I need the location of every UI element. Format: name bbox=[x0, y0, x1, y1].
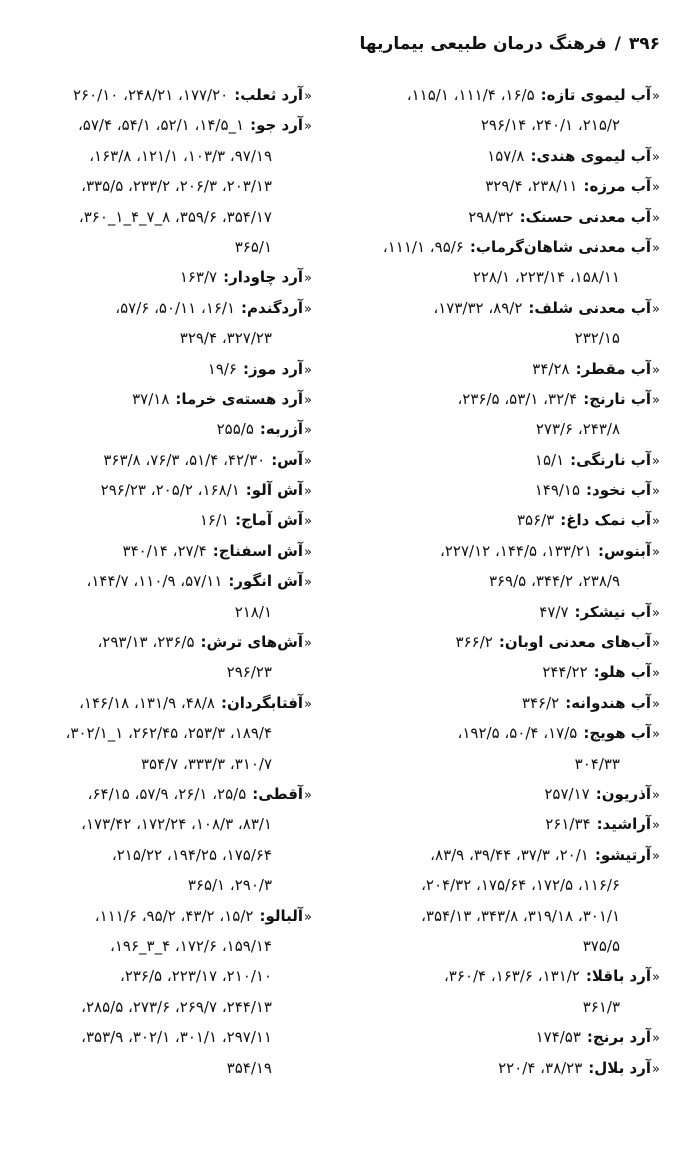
index-term: آقطی: bbox=[252, 784, 304, 803]
index-entry-continuation bbox=[12, 931, 312, 961]
index-page-references: ۴۷/۷ bbox=[539, 602, 569, 621]
index-entry bbox=[12, 566, 312, 596]
index-entry-marker: « bbox=[304, 271, 312, 287]
index-entry bbox=[12, 688, 312, 718]
index-page-references: ۳۲/۴، ۵۳/۱، ۲۳۶/۵، bbox=[457, 389, 578, 408]
index-page-references: ۲۳۶/۵، ۲۹۳/۱۳، bbox=[97, 633, 195, 652]
index-column-right bbox=[360, 80, 660, 1083]
index-term: آب مرزه: bbox=[583, 177, 652, 196]
index-term: آرد موز: bbox=[243, 359, 304, 378]
index-page-references: ۳۶۵/۱ bbox=[234, 237, 272, 256]
index-page-references: ۸۹/۲، ۱۷۳/۳۲، bbox=[433, 298, 523, 317]
index-entry-marker: « bbox=[652, 453, 660, 469]
index-page-references: ۲۹۷/۱۱، ۳۰۱/۱، ۳۰۲/۱، ۳۵۳/۹، bbox=[81, 1028, 272, 1047]
index-term: آزربه: bbox=[259, 420, 304, 439]
index-entry bbox=[12, 354, 312, 384]
page-header bbox=[40, 34, 660, 62]
index-term: آب‌های معدنی اوبان: bbox=[498, 633, 652, 652]
index-entry bbox=[360, 718, 660, 748]
index-entry-marker: « bbox=[304, 636, 312, 652]
index-page-references: ۱_۱۴/۵، ۵۲/۱، ۵۴/۱، ۵۷/۴، bbox=[77, 116, 245, 135]
index-entry-continuation bbox=[12, 809, 312, 839]
index-term: آب نارنگی: bbox=[570, 450, 652, 469]
index-page-references: ۲۹۰/۳، ۳۶۵/۱ bbox=[187, 876, 272, 895]
index-page-references: ۲۶۱/۳۴ bbox=[545, 815, 591, 834]
index-term: آردگندم: bbox=[241, 298, 304, 317]
index-term: آرد بلال: bbox=[588, 1058, 652, 1077]
index-column-left bbox=[12, 80, 312, 1083]
index-term: آبنوس: bbox=[598, 541, 652, 560]
index-entry-marker: « bbox=[652, 818, 660, 834]
index-page-references: ۳۸/۲۳، ۲۲۰/۴ bbox=[498, 1058, 583, 1077]
index-entry bbox=[360, 384, 660, 414]
index-entry-marker: « bbox=[304, 301, 312, 317]
index-page-references: ۴۲/۳۰، ۵۱/۴، ۷۶/۳، ۳۶۳/۸ bbox=[103, 450, 266, 469]
index-entry-continuation bbox=[12, 840, 312, 870]
index-entry-marker: « bbox=[304, 484, 312, 500]
index-entry bbox=[360, 536, 660, 566]
index-page-references: ۳۰۱/۱، ۳۱۹/۱۸، ۳۴۳/۸، ۳۵۴/۱۳، bbox=[421, 906, 620, 925]
index-entry bbox=[360, 779, 660, 809]
index-entry bbox=[360, 597, 660, 627]
index-entry-marker: « bbox=[304, 787, 312, 803]
index-term: آب مقطر: bbox=[575, 359, 652, 378]
index-entry-marker: « bbox=[652, 787, 660, 803]
index-entry bbox=[12, 445, 312, 475]
index-entry bbox=[360, 475, 660, 505]
index-entry-continuation bbox=[12, 992, 312, 1022]
index-entry bbox=[360, 688, 660, 718]
index-page-references: ۱۳۱/۲، ۱۶۳/۶، ۳۶۰/۴، bbox=[443, 967, 580, 986]
index-entry bbox=[360, 1022, 660, 1052]
index-entry bbox=[12, 505, 312, 535]
index-page-references: ۵۷/۱۱، ۱۱۰/۹، ۱۴۴/۷، bbox=[86, 572, 223, 591]
index-entry-marker: « bbox=[652, 514, 660, 530]
index-entry-marker: « bbox=[652, 1061, 660, 1077]
index-page-references: ۳۷/۱۸ bbox=[132, 389, 170, 408]
index-page-references: ۲۰/۱، ۳۷/۳، ۳۹/۴۴، ۸۳/۹، bbox=[430, 845, 589, 864]
index-entry-marker: « bbox=[652, 484, 660, 500]
index-entry bbox=[12, 779, 312, 809]
index-page-references: ۲۱۵/۲، ۲۴۰/۱، ۲۹۶/۱۴ bbox=[480, 116, 620, 135]
book-title: فرهنگ درمان طبیعی بیماریها bbox=[359, 34, 607, 54]
index-entry-marker: « bbox=[652, 1031, 660, 1047]
index-page-references: ۳۱۰/۷، ۳۳۳/۳، ۳۵۴/۷ bbox=[140, 754, 272, 773]
index-page-references: ۲۱۰/۱۰، ۲۲۳/۱۷، ۲۳۶/۵، bbox=[119, 967, 272, 986]
index-term: آب معدنی شلف: bbox=[528, 298, 652, 317]
index-entry bbox=[12, 110, 312, 140]
index-page-references: ۳۴۶/۲ bbox=[521, 693, 560, 712]
index-term: آرد باقلا: bbox=[585, 967, 652, 986]
index-page-references: ۲۴۴/۲۲ bbox=[542, 663, 588, 682]
index-page-references: ۱۴۹/۱۵ bbox=[534, 481, 581, 500]
index-entry-marker: « bbox=[304, 514, 312, 530]
index-entry bbox=[12, 536, 312, 566]
index-page-references: ۱۹/۶ bbox=[207, 359, 237, 378]
index-term: آب لیموی هندی: bbox=[530, 146, 652, 165]
index-entry bbox=[360, 293, 660, 323]
index-page-references: ۳۵۴/۱۹ bbox=[226, 1058, 272, 1077]
index-page-references: ۸۳/۱، ۱۰۸/۳، ۱۷۲/۲۴، ۱۷۳/۴۲، bbox=[81, 815, 272, 834]
index-term: آرد هسته‌ی خرما: bbox=[175, 389, 304, 408]
index-page-references: ۱۳۳/۲۱، ۱۴۴/۵، ۲۲۷/۱۲، bbox=[440, 541, 593, 560]
index-entry-marker: « bbox=[304, 575, 312, 591]
index-page-references: ۱۷۴/۵۳ bbox=[535, 1028, 581, 1047]
index-entry-marker: « bbox=[304, 696, 312, 712]
index-page-references: ۹۵/۶، ۱۱۱/۱، bbox=[382, 237, 464, 256]
index-page-references: ۱۷۷/۲۰، ۲۴۸/۲۱، ۲۶۰/۱۰ bbox=[72, 86, 229, 104]
index-entry-marker: « bbox=[652, 240, 660, 256]
index-page-references: ۹۷/۱۹، ۱۰۳/۳، ۱۲۱/۱، ۱۶۳/۸، bbox=[89, 146, 272, 165]
index-term: آش آماج: bbox=[235, 511, 304, 530]
index-entry-continuation bbox=[360, 931, 660, 961]
index-entry bbox=[12, 414, 312, 444]
index-page-references: ۲۰۳/۱۳، ۲۰۶/۳، ۲۳۳/۲، ۳۳۵/۵، bbox=[81, 177, 272, 196]
index-page-references: ۱۷۵/۶۴، ۱۹۴/۲۵، ۲۱۵/۲۲، bbox=[111, 845, 272, 864]
index-entry-marker: « bbox=[304, 423, 312, 439]
index-entry-marker: « bbox=[652, 362, 660, 378]
index-term: آب معدنی شاهان‌گرماب: bbox=[469, 237, 652, 256]
index-page-references: ۳۶۱/۳ bbox=[582, 997, 620, 1016]
index-entry-continuation bbox=[360, 110, 660, 140]
index-entry bbox=[12, 384, 312, 414]
index-page-references: ۳۵۶/۳ bbox=[516, 511, 555, 530]
index-entry-continuation bbox=[360, 262, 660, 292]
index-page-references: ۱۶/۵، ۱۱۱/۴، ۱۱۵/۱، bbox=[406, 86, 535, 104]
index-entry-continuation bbox=[12, 870, 312, 900]
index-page-references: ۱۵/۲، ۴۳/۲، ۹۵/۲، ۱۱۱/۶، bbox=[94, 906, 254, 925]
index-entry-marker: « bbox=[652, 970, 660, 986]
index-entry-marker: « bbox=[652, 301, 660, 317]
index-page-references: ۳۰۴/۳۳ bbox=[574, 754, 620, 773]
index-page-references: ۲۹۶/۲۳ bbox=[226, 663, 272, 682]
index-term: آب هلو: bbox=[593, 663, 652, 682]
index-page-references: ۱۵۸/۱۱، ۲۲۳/۱۴، ۲۲۸/۱ bbox=[472, 268, 620, 287]
index-page-references: ۳۴/۲۸ bbox=[532, 359, 570, 378]
index-entry-marker: « bbox=[304, 89, 312, 104]
index-entry-marker: « bbox=[304, 453, 312, 469]
index-entry-marker: « bbox=[652, 727, 660, 743]
index-page-references: ۲۳۸/۹، ۳۴۴/۲، ۳۶۹/۵ bbox=[488, 572, 620, 591]
index-term: آرد ثعلب: bbox=[234, 86, 304, 104]
index-page-references: ۳۶۶/۲ bbox=[455, 633, 493, 652]
index-entry bbox=[360, 657, 660, 687]
index-term: آرد برنج: bbox=[586, 1028, 652, 1047]
index-term: آش آلو: bbox=[245, 481, 304, 500]
index-page-references: ۱۵/۱ bbox=[534, 450, 565, 469]
index-page-references: ۳۷۵/۵ bbox=[582, 936, 620, 955]
index-page-references: ۲۵۷/۱۷ bbox=[544, 784, 590, 803]
index-page-references: ۲۴۴/۱۳، ۲۶۹/۷، ۲۷۳/۶، ۲۸۵/۵، bbox=[81, 997, 272, 1016]
page-number: ۳۹۶ bbox=[628, 34, 660, 54]
index-entry-marker: « bbox=[304, 119, 312, 135]
index-entry bbox=[12, 475, 312, 505]
index-entry bbox=[360, 80, 660, 110]
index-page-references: ۱۶۸/۱، ۲۰۵/۲، ۲۹۶/۲۳ bbox=[100, 481, 240, 500]
index-entry bbox=[360, 505, 660, 535]
index-term: آرتیشو: bbox=[594, 845, 652, 864]
index-page-references: ۴۸/۸، ۱۳۱/۹، ۱۴۶/۱۸، bbox=[79, 693, 215, 712]
index-term: آب نارنج: bbox=[583, 389, 652, 408]
index-page-references: ۱۸۹/۴، ۲۵۳/۳، ۲۶۲/۴۵، ۱_۳۰۲/۱، bbox=[65, 724, 272, 743]
index-entry bbox=[360, 627, 660, 657]
index-page-references: ۳۲۷/۲۳، ۳۲۹/۴ bbox=[179, 329, 272, 348]
index-entry-marker: « bbox=[304, 392, 312, 408]
index-entry-marker: « bbox=[304, 544, 312, 560]
index-entry-continuation bbox=[360, 870, 660, 900]
index-term: آب نمک داغ: bbox=[560, 511, 652, 530]
index-entry-continuation bbox=[360, 566, 660, 596]
index-term: آش انگور: bbox=[228, 572, 304, 591]
index-entry-marker: « bbox=[652, 605, 660, 621]
index-entry-marker: « bbox=[652, 210, 660, 226]
index-page-references: ۱۶۳/۷ bbox=[179, 268, 218, 287]
index-entry-continuation bbox=[12, 749, 312, 779]
index-page-references: ۱۷/۵، ۵۰/۴، ۱۹۲/۵، bbox=[457, 724, 578, 743]
index-entry-marker: « bbox=[652, 666, 660, 682]
index-page-references: ۲۷/۴، ۳۴۰/۱۴ bbox=[122, 541, 207, 560]
index-page-references: ۳۵۴/۱۷، ۳۵۹/۶، ۸_۷_۴_۱_۳۶۰، bbox=[78, 207, 272, 226]
index-entry-continuation bbox=[12, 657, 312, 687]
index-page-references: ۲۴۳/۸، ۲۷۳/۶ bbox=[535, 420, 620, 439]
index-entry bbox=[360, 445, 660, 475]
index-entry-continuation bbox=[12, 141, 312, 171]
index-entry-marker: « bbox=[652, 696, 660, 712]
index-page-references: ۱۵۷/۸ bbox=[487, 146, 525, 165]
index-entry bbox=[12, 80, 312, 110]
index-entry-continuation bbox=[360, 901, 660, 931]
index-entry bbox=[360, 232, 660, 262]
index-entry bbox=[360, 840, 660, 870]
index-page-references: ۲۵۵/۵ bbox=[216, 420, 254, 439]
index-term: آب لیموی تازه: bbox=[540, 86, 652, 104]
index-entry-continuation bbox=[360, 323, 660, 353]
index-entry-marker: « bbox=[652, 636, 660, 652]
index-entry-continuation bbox=[12, 202, 312, 232]
index-entry-marker: « bbox=[304, 362, 312, 378]
index-page-references: ۱۵۹/۱۴، ۱۷۲/۶، ۴_۳_۱۹۶، bbox=[110, 936, 272, 955]
index-page-references: ۲۹۸/۳۲ bbox=[468, 207, 514, 226]
index-page-references: ۲۱۸/۱ bbox=[234, 602, 272, 621]
index-page-references: ۱۶/۱، ۵۰/۱۱، ۵۷/۶، bbox=[115, 298, 236, 317]
index-term: آلبالو: bbox=[259, 906, 304, 925]
index-entry bbox=[360, 961, 660, 991]
index-entry-continuation bbox=[12, 171, 312, 201]
index-entry bbox=[360, 809, 660, 839]
index-entry-continuation bbox=[12, 232, 312, 262]
index-entry-marker: « bbox=[652, 180, 660, 196]
index-entry bbox=[360, 1053, 660, 1083]
index-entry bbox=[12, 293, 312, 323]
index-entry-continuation bbox=[12, 1053, 312, 1083]
index-entry bbox=[360, 202, 660, 232]
index-term: آرد جو: bbox=[250, 116, 304, 135]
index-entry-marker: « bbox=[652, 392, 660, 408]
index-entry-continuation bbox=[360, 992, 660, 1022]
index-entry-continuation bbox=[12, 718, 312, 748]
index-entry-marker: « bbox=[652, 848, 660, 864]
index-entry-marker: « bbox=[304, 909, 312, 925]
index-entry bbox=[360, 141, 660, 171]
index-term: آب نخود: bbox=[586, 481, 652, 500]
index-term: آش‌های ترش: bbox=[200, 633, 304, 652]
index-entry-continuation bbox=[12, 597, 312, 627]
index-entry-continuation bbox=[360, 414, 660, 444]
index-entry bbox=[12, 262, 312, 292]
index-entry bbox=[12, 901, 312, 931]
index-term: آب هندوانه: bbox=[565, 693, 652, 712]
header-separator: / bbox=[614, 34, 621, 54]
index-page-references: ۲۳۲/۱۵ bbox=[574, 329, 620, 348]
index-page-references: ۲۵/۵، ۲۶/۱، ۵۷/۹، ۶۴/۱۵، bbox=[87, 784, 247, 803]
index-term: آس: bbox=[271, 450, 304, 469]
index-page-references: ۲۳۸/۱۱، ۳۲۹/۴ bbox=[485, 177, 578, 196]
index-entry-continuation bbox=[12, 961, 312, 991]
index-term: آب هویج: bbox=[583, 724, 652, 743]
index-page-references: ۱۶/۱ bbox=[199, 511, 230, 530]
index-entry bbox=[12, 627, 312, 657]
index-term: آب معدنی حسنک: bbox=[519, 207, 652, 226]
index-entry-continuation bbox=[12, 323, 312, 353]
index-entry bbox=[360, 171, 660, 201]
index-entry-marker: « bbox=[652, 149, 660, 165]
index-term: آراشید: bbox=[596, 815, 652, 834]
index-term: آب نیشکر: bbox=[574, 602, 652, 621]
index-entry-marker: « bbox=[652, 89, 660, 104]
index-term: آرد چاودار: bbox=[223, 268, 304, 287]
index-entry-marker: « bbox=[652, 544, 660, 560]
index-entry-continuation bbox=[360, 749, 660, 779]
index-term: آش اسفناج: bbox=[212, 541, 304, 560]
index-entry bbox=[360, 354, 660, 384]
index-page-references: ۱۱۶/۶، ۱۷۲/۵، ۱۷۵/۶۴، ۲۰۴/۳۲، bbox=[421, 876, 620, 895]
index-term: آفتابگردان: bbox=[220, 693, 304, 712]
index-entry-continuation bbox=[12, 1022, 312, 1052]
index-term: آذریون: bbox=[595, 784, 652, 803]
